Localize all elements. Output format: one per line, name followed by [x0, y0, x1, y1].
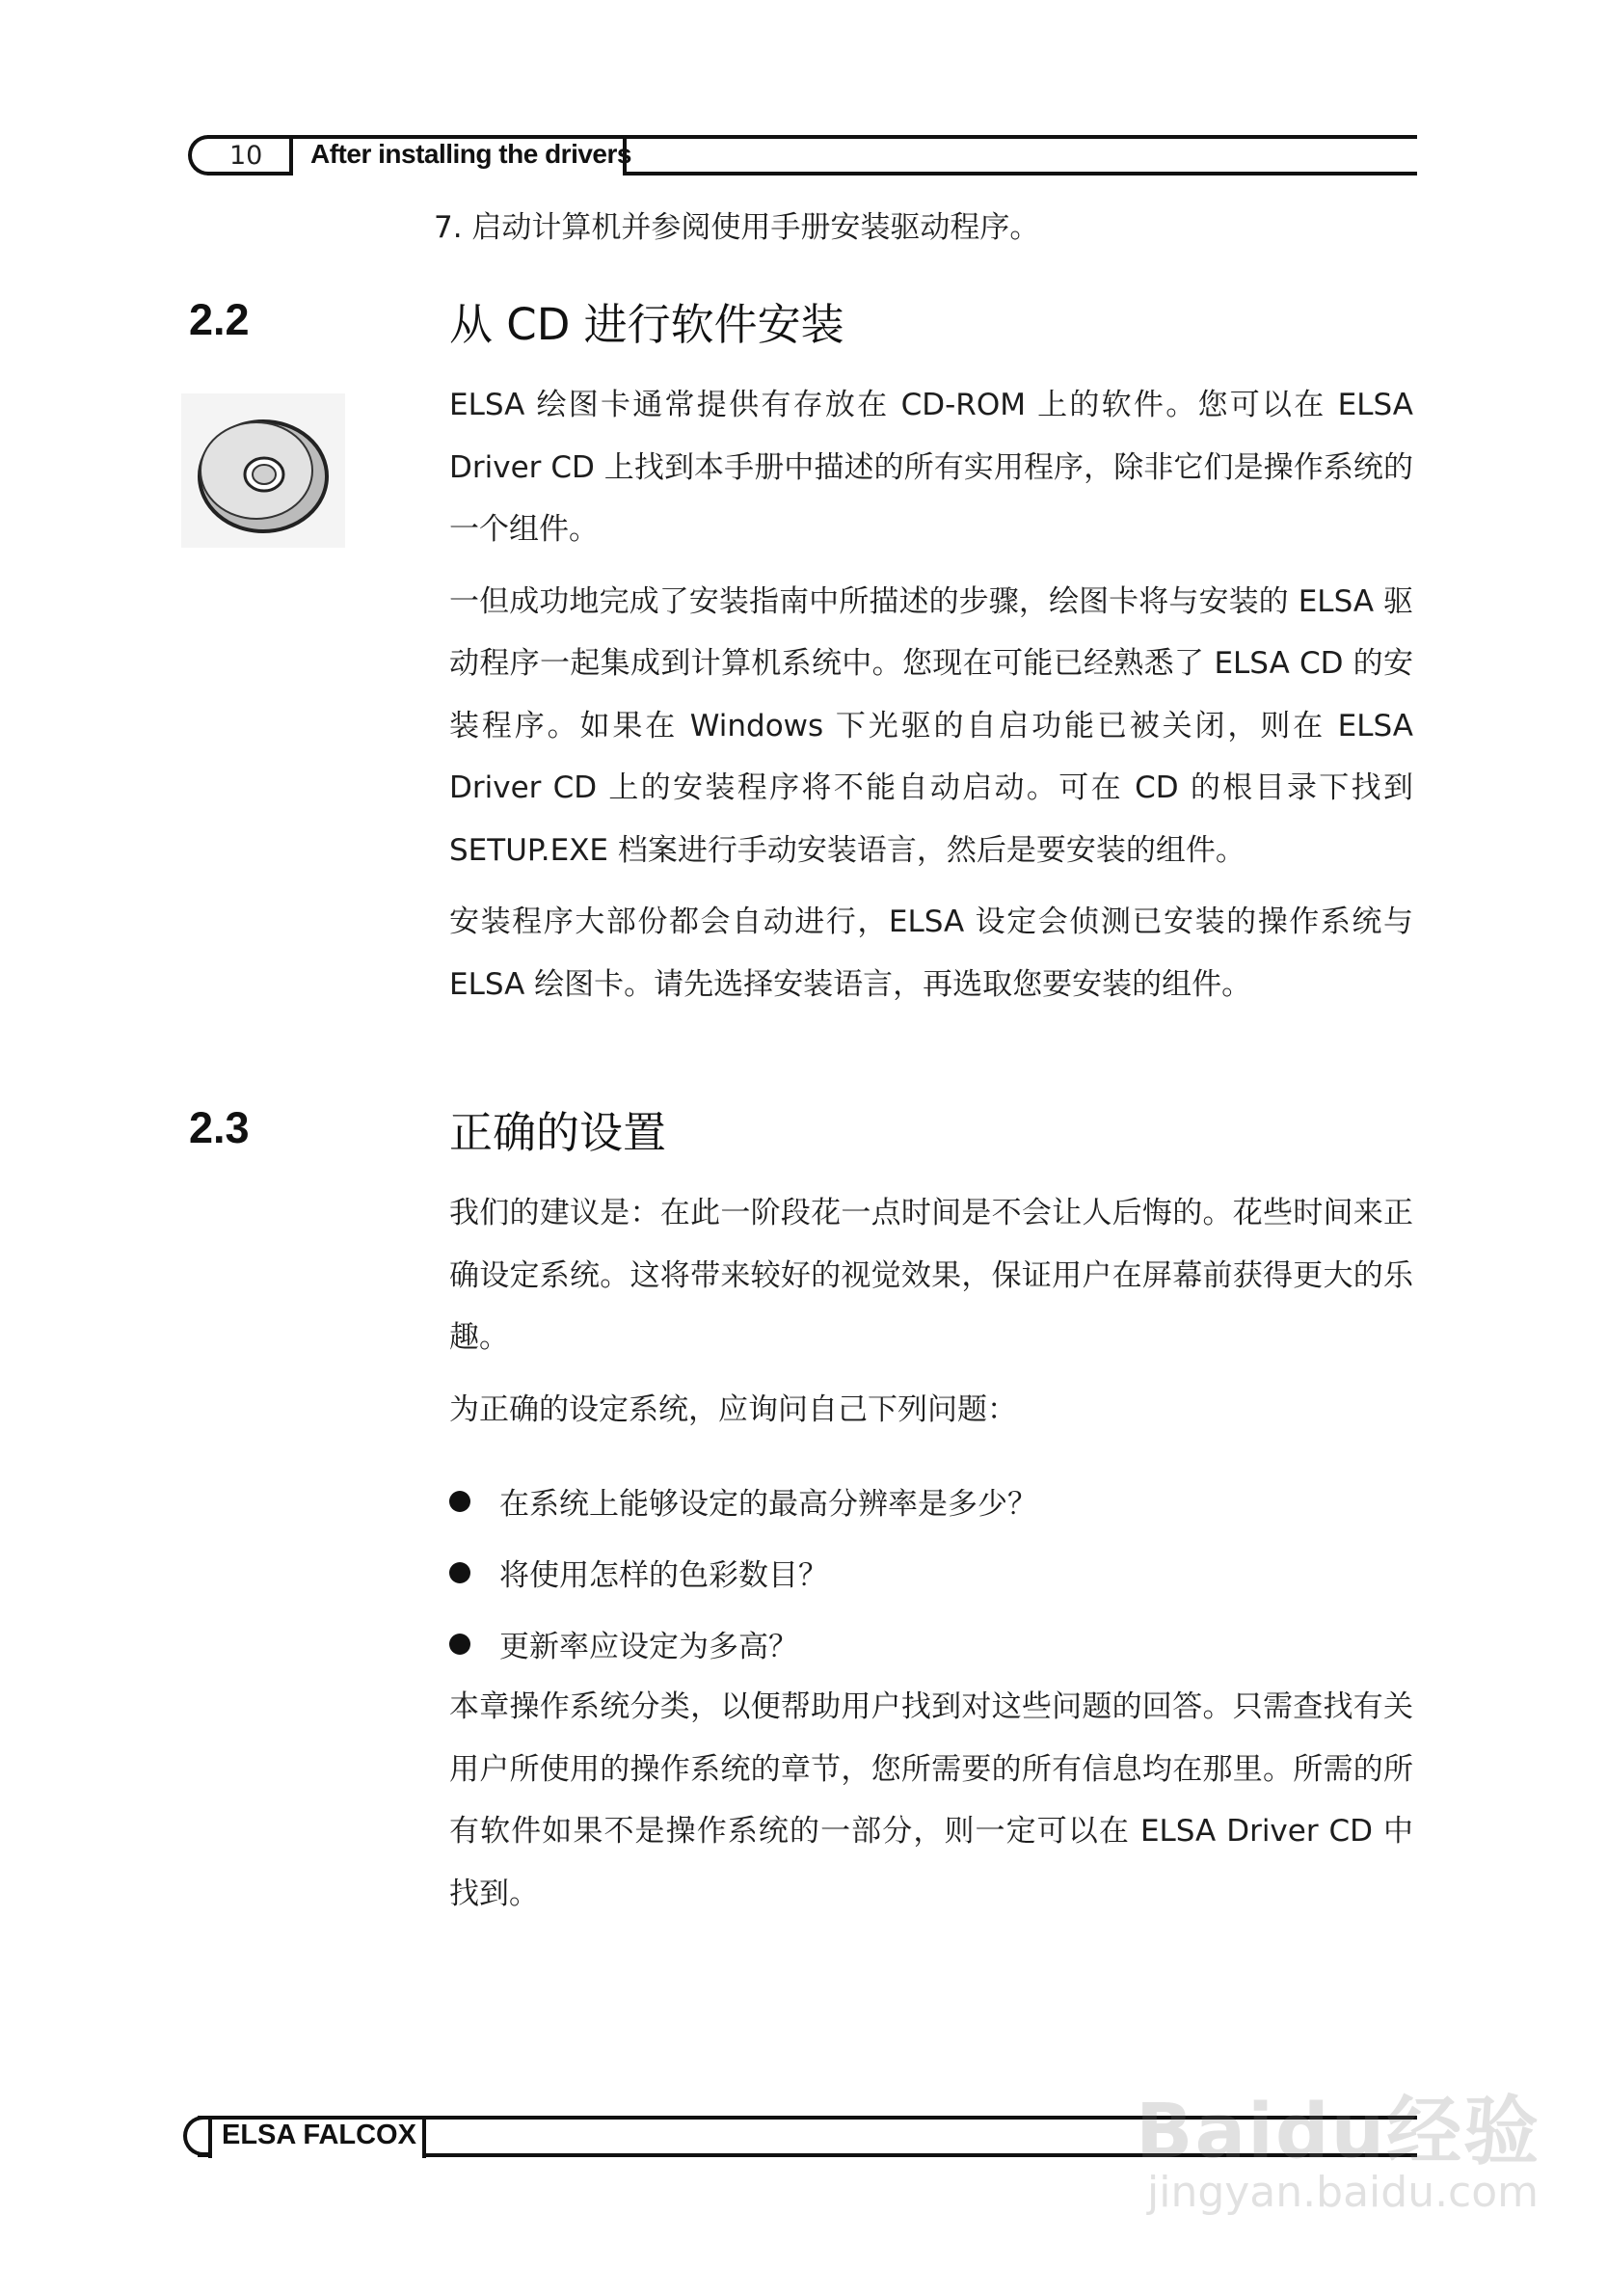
section-number-2-2: 2.2: [189, 295, 250, 344]
paragraph: 安装程序大部份都会自动进行，ELSA 设定会侦测已安装的操作系统与 ELSA 绘图卡。请先选择安装语言，再选取您要安装的组件。: [449, 905, 1413, 1002]
paragraph: ELSA 绘图卡通常提供有存放在 CD-ROM 上的软件。您可以在 ELSA Driver CD 上找到本手册中描述的所有实用程序，除非它们是操作系统的一个组件。: [449, 388, 1413, 547]
paragraph: 本章操作系统分类，以便帮助用户找到对这些问题的回答。只需查找有关用户所使用的操作系统的章节，您所需要的所有信息均在那里。所需的所有软件如果不是操作系统的一部分，则一定可以在 ELSA Driver CD 中找到。: [449, 1689, 1413, 1911]
bullet-icon: [449, 1634, 470, 1655]
bullet-icon: [449, 1491, 470, 1512]
watermark-logo: Baidu经验: [1136, 2089, 1541, 2175]
section-title-2-2: 从 CD 进行软件安装: [449, 299, 844, 350]
paragraph: 我们的建议是：在此一阶段花一点时间是不会让人后悔的。花些时间来正确设定系统。这将带来较好的视觉效果，保证用户在屏幕前获得更大的乐趣。: [449, 1196, 1413, 1355]
step-7-text: 7. 启动计算机并参阅使用手册安装驱动程序。: [434, 210, 1040, 245]
paragraph: 一但成功地完成了安装指南中所描述的步骤，绘图卡将与安装的 ELSA 驱动程序一起集成到计算机系统中。您现在可能已经熟悉了 ELSA CD 的安装程序。如果在 Windows 下光驱的自启功能已被关闭，则在 ELSA Driver CD 上的安装程序将不能自动启动。可在 CD 的根目录下找到 SETUP.EXE 档案进行手动安装语言，然后是要安装的组件。: [449, 583, 1413, 868]
page-number: 10: [229, 141, 263, 171]
section-2-3-closing: [449, 1676, 1413, 1934]
header-cap: [188, 135, 227, 176]
section-2-3-body: [449, 1182, 1413, 1450]
paragraph: 为正确的设定系统，应询问自己下列问题：: [449, 1391, 1017, 1427]
footer-title: ELSA FALCOX: [222, 2120, 416, 2150]
section-number-2-3: 2.3: [189, 1103, 250, 1152]
bullet-icon: [449, 1562, 470, 1583]
cd-disc-icon: [181, 393, 345, 548]
section-2-2-body: [449, 374, 1413, 1025]
watermark-url: jingyan.baidu.com: [1147, 2168, 1540, 2217]
header-title: After installing the drivers: [310, 139, 631, 169]
section-title-2-3: 正确的设置: [449, 1107, 667, 1158]
